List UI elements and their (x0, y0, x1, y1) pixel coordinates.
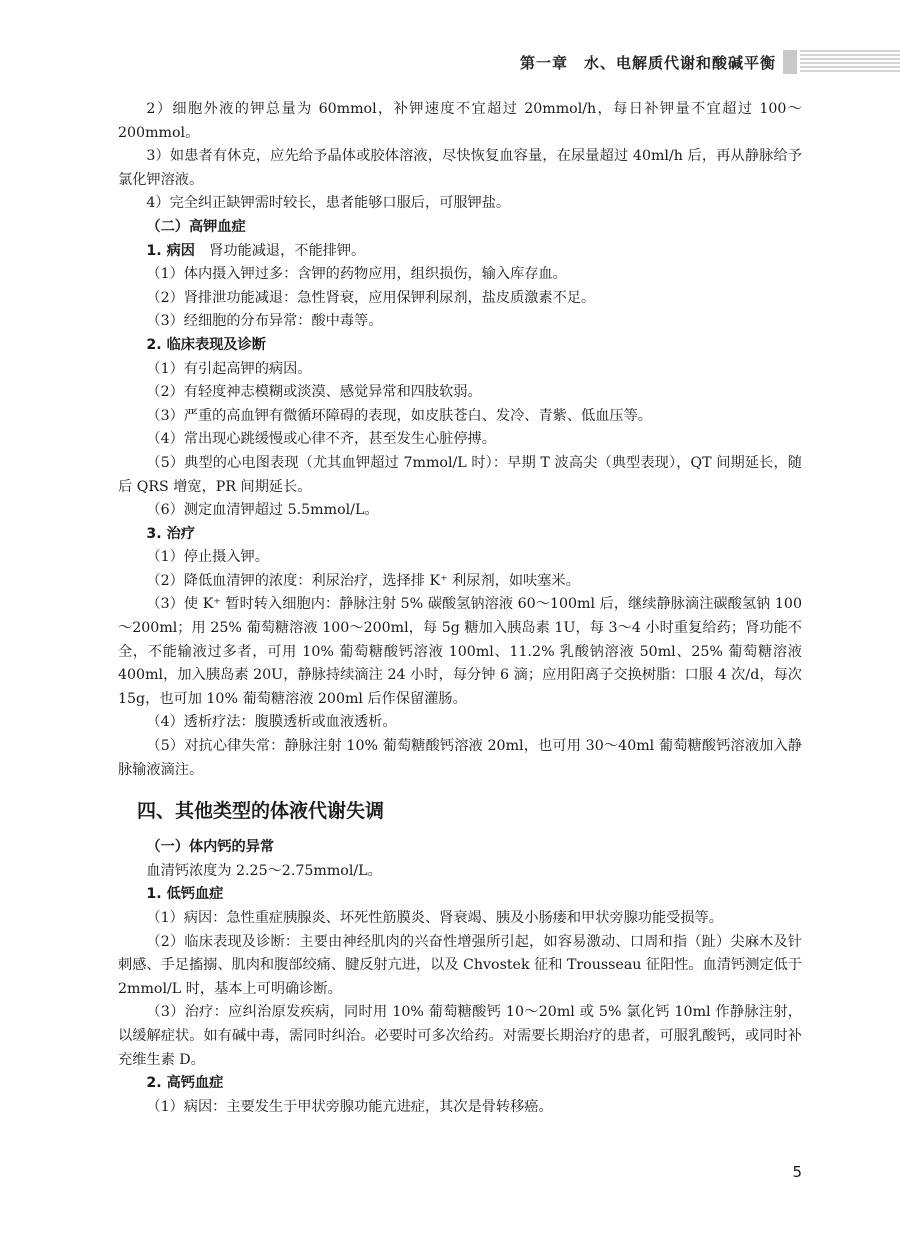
paragraph: （3）使 K⁺ 暂时转入细胞内：静脉注射 5% 碳酸氢钠溶液 60～100ml 后，继续静脉滴注碳酸氢钠 100～200ml；用 25% 葡萄糖溶液 100～200ml，每 5g 糖加入胰岛素 1U，每 3～4 小时重复给药；肾功能不全，不能输液过多者，可用 10% 葡萄糖酸钙溶液 100ml、11.2% 乳酸钠溶液 50ml、25% 葡萄糖溶液 400ml，加入胰岛素 20U，静脉持续滴注 24 小时，每分钟 6 滴；应用阳离子交换树脂：口服 4 次/d，每次 15g，也可加 10% 葡萄糖溶液 200ml 后作保留灌肠。 (118, 596, 802, 707)
paragraph-label: 1. 病因 (146, 242, 195, 259)
paragraph: （1）停止摄入钾。 (146, 549, 269, 566)
paragraph: （5）典型的心电图表现（尤其血钾超过 7mmol/L 时）：早期 T 波高尖（典型表现），QT 间期延长，随后 QRS 增宽，PR 间期延长。 (118, 454, 802, 495)
section-heading: 2. 高钙血症 (146, 1075, 224, 1092)
paragraph: （1）有引起高钾的病因。 (146, 360, 312, 377)
paragraph: （2）有轻度神志模糊或淡漠、感觉异常和四肢软弱。 (146, 384, 482, 401)
paragraph: （1）病因：急性重症胰腺炎、坏死性筋膜炎、肾衰竭、胰及小肠瘘和甲状旁腺功能受损等。 (146, 910, 723, 926)
paragraph: （2）肾排泄功能减退：急性肾衰，应用保钾利尿剂，盐皮质激素不足。 (146, 289, 596, 306)
header-decor-block (783, 50, 797, 74)
paragraph: （1）病因：主要发生于甲状旁腺功能亢进症，其次是骨转移癌。 (146, 1098, 553, 1115)
chapter-section-heading: 四、其他类型的体液代谢失调 (137, 800, 385, 823)
paragraph-text: 肾功能减退，不能排钾。 (194, 242, 366, 259)
paragraph: （4）透析疗法：腹膜透析或血液透析。 (146, 714, 397, 731)
labeled-paragraph (118, 240, 802, 264)
section-heading: 1. 低钙血症 (146, 886, 224, 903)
paragraph: （1）体内摄入钾过多：含钾的药物应用，组织损伤，输入库存血。 (146, 266, 567, 283)
page-number: 5 (792, 1163, 802, 1181)
section-heading: （二）高钾血症 (146, 218, 246, 235)
paragraph: （3）经细胞的分布异常：酸中毒等。 (146, 313, 383, 330)
paragraph: 血清钙浓度为 2.25～2.75mmol/L。 (146, 862, 382, 879)
paragraph: （3）治疗：应纠治原发疾病，同时用 10% 葡萄糖酸钙 10～20ml 或 5% 氯化钙 10ml 作静脉注射，以缓解症状。如有碱中毒，需同时纠治。必要时可多次给药。对需要长期治疗的患者，可服乳酸钙，或同时补充维生素 D。 (118, 1004, 802, 1068)
paragraph: 2）细胞外液的钾总量为 60mmol，补钾速度不宜超过 20mmol/h，每日补钾量不宜超过 100～200mmol。 (118, 101, 802, 141)
page-body (118, 98, 802, 1119)
section-heading: 2. 临床表现及诊断 (146, 336, 266, 353)
paragraph: （4）常出现心跳缓慢或心律不齐，甚至发生心脏停搏。 (146, 431, 496, 448)
paragraph: （3）严重的高血钾有微循环障碍的表现，如皮肤苍白、发冷、青紫、低血压等。 (146, 407, 652, 424)
chapter-title: 第一章 水、电解质代谢和酸碱平衡 (519, 54, 776, 72)
running-header (0, 48, 900, 78)
paragraph: （2）临床表现及诊断：主要由神经肌肉的兴奋性增强所引起，如容易激动、口周和指（趾）尖麻木及针刺感、手足搐搦、肌肉和腹部绞痛、腱反射亢进，以及 Chvostek 征和 Trousseau 征阳性。血清钙测定低于 2mmol/L 时，基本上可明确诊断。 (118, 933, 802, 997)
paragraph: （5）对抗心律失常：静脉注射 10% 葡萄糖酸钙溶液 20ml，也可用 30～40ml 葡萄糖酸钙溶液加入静脉输液滴注。 (118, 738, 802, 778)
header-decor-lines (800, 50, 900, 74)
section-heading: 3. 治疗 (146, 525, 195, 542)
paragraph: （6）测定血清钾超过 5.5mmol/L。 (146, 502, 379, 519)
paragraph: （2）降低血清钾的浓度：利尿治疗，选择排 K⁺ 利尿剂，如呋塞米。 (146, 572, 580, 589)
paragraph: 4）完全纠正缺钾需时较长，患者能够口服后，可服钾盐。 (146, 195, 511, 212)
section-heading: （一）体内钙的异常 (146, 839, 275, 856)
paragraph: 3）如患者有休克，应先给予晶体或胶体溶液，尽快恢复血容量，在尿量超过 40ml/h 后，再从静脉给予氯化钾溶液。 (118, 148, 802, 188)
